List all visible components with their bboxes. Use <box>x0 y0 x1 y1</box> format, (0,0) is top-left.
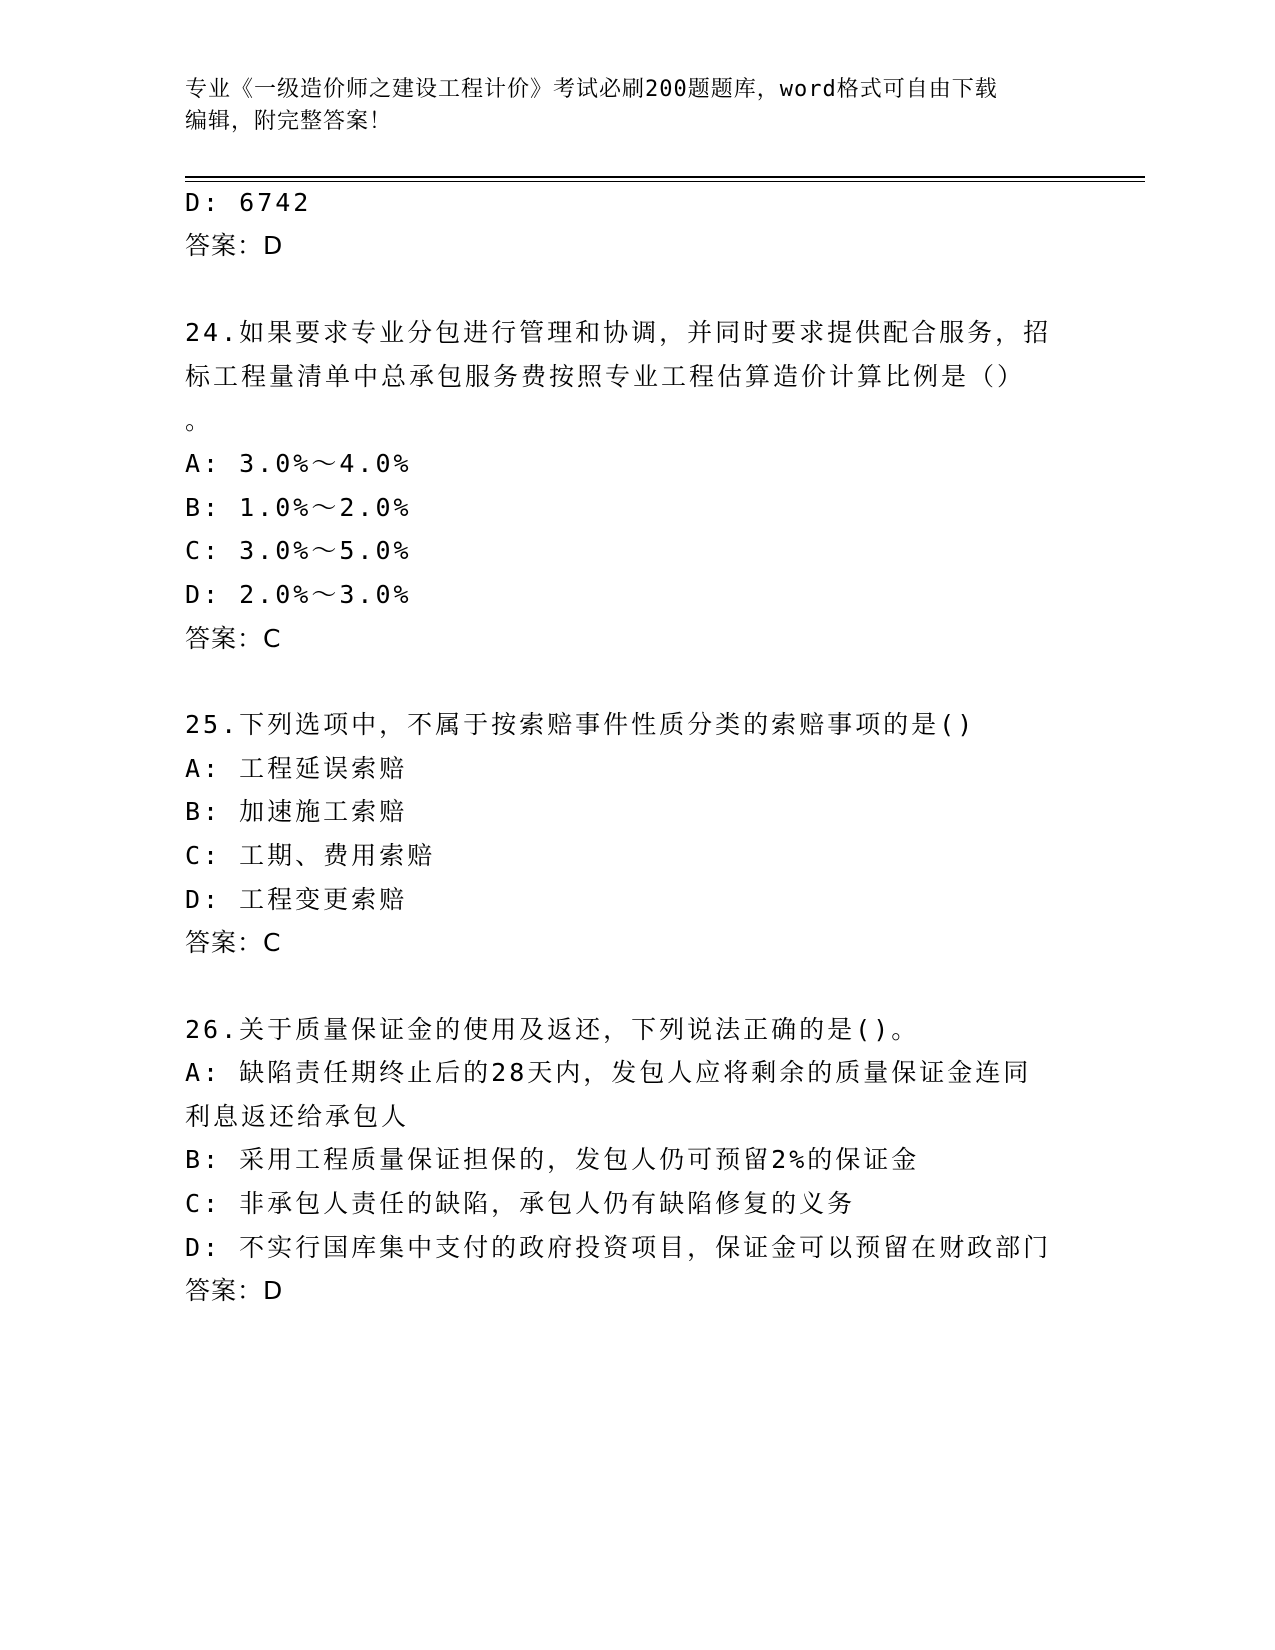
q24-stem-line-1: 24.如果要求专业分包进行管理和协调，并同时要求提供配合服务，招 <box>185 318 1052 347</box>
q26-answer: 答案：D <box>185 1276 284 1305</box>
q24-option-b: B: 1.0%～2.0% <box>185 493 412 522</box>
q24-option-d: D: 2.0%～3.0% <box>185 580 412 609</box>
q24-option-a: A: 3.0%～4.0% <box>185 449 412 478</box>
q26-stem: 26.关于质量保证金的使用及返还，下列说法正确的是()。 <box>185 1015 920 1044</box>
header-line-2: 编辑，附完整答案！ <box>185 109 393 134</box>
header-rule-thin <box>185 181 1145 182</box>
q24-option-c: C: 3.0%～5.0% <box>185 536 412 565</box>
header-rule-thick <box>185 176 1145 178</box>
q24-answer: 答案：C <box>185 624 282 653</box>
q24-stem-line-2: 标工程量清单中总承包服务费按照专业工程估算造价计算比例是（） <box>185 362 1026 391</box>
q25-option-a: A: 工程延误索赔 <box>185 754 408 783</box>
header-line-1: 专业《一级造价师之建设工程计价》考试必刷200题题库，word格式可自由下载 <box>185 77 998 102</box>
q26-option-a-line-2: 利息返还给承包人 <box>185 1102 410 1131</box>
document-header <box>185 74 1065 138</box>
q25-stem: 25.下列选项中，不属于按索赔事件性质分类的索赔事项的是() <box>185 710 976 739</box>
q26-option-a-line-1: A: 缺陷责任期终止后的28天内，发包人应将剩余的质量保证金连同 <box>185 1058 1032 1087</box>
q26-option-c: C: 非承包人责任的缺陷，承包人仍有缺陷修复的义务 <box>185 1189 856 1218</box>
q25-option-d: D: 工程变更索赔 <box>185 885 408 914</box>
q25-option-b: B: 加速施工索赔 <box>185 797 408 826</box>
q24-stem-line-3: 。 <box>185 406 214 435</box>
q26-option-b: B: 采用工程质量保证担保的，发包人仍可预留2%的保证金 <box>185 1145 920 1174</box>
q23-answer: 答案：D <box>185 231 284 260</box>
q26-option-d: D: 不实行国库集中支付的政府投资项目，保证金可以预留在财政部门 <box>185 1233 1052 1262</box>
q23-option-d: D: 6742 <box>185 188 312 217</box>
q25-option-c: C: 工期、费用索赔 <box>185 841 436 870</box>
q25-answer: 答案：C <box>185 928 282 957</box>
